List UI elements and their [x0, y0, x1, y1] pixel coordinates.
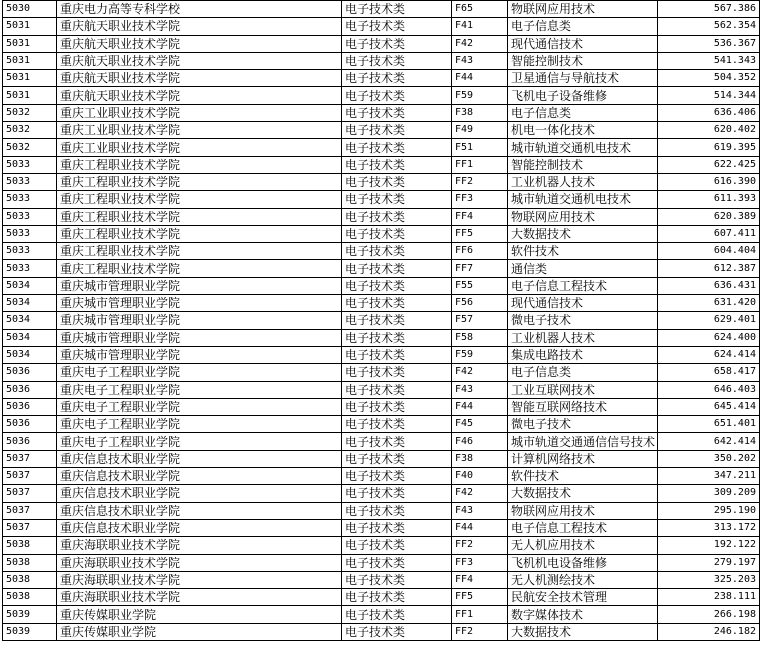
major-code-cell: F42	[452, 364, 508, 381]
category-cell: 电子技术类	[342, 364, 452, 381]
table-row	[3, 87, 760, 104]
table-row	[3, 312, 760, 329]
school-code-cell: 5033	[3, 156, 57, 173]
major-name-cell: 无人机应用技术	[508, 537, 658, 554]
school-code-cell: 5036	[3, 381, 57, 398]
major-name-cell: 飞机电子设备维修	[508, 87, 658, 104]
table-row	[3, 260, 760, 277]
major-code-cell: F44	[452, 398, 508, 415]
table-row	[3, 433, 760, 450]
school-name-cell: 重庆城市管理职业学院	[57, 346, 342, 363]
table-row	[3, 35, 760, 52]
major-code-cell: F45	[452, 416, 508, 433]
major-name-cell: 微电子技术	[508, 312, 658, 329]
score-cell: 562.354	[658, 18, 760, 35]
school-name-cell: 重庆信息技术职业学院	[57, 485, 342, 502]
table-row	[3, 554, 760, 571]
table-row	[3, 277, 760, 294]
school-code-cell: 5037	[3, 519, 57, 536]
table-row	[3, 381, 760, 398]
school-name-cell: 重庆航天职业技术学院	[57, 52, 342, 69]
score-cell: 642.414	[658, 433, 760, 450]
school-code-cell: 5037	[3, 502, 57, 519]
table-row	[3, 450, 760, 467]
school-name-cell: 重庆航天职业技术学院	[57, 35, 342, 52]
school-name-cell: 重庆航天职业技术学院	[57, 18, 342, 35]
table-row	[3, 208, 760, 225]
score-cell: 313.172	[658, 519, 760, 536]
school-name-cell: 重庆工程职业技术学院	[57, 243, 342, 260]
major-name-cell: 工业互联网技术	[508, 381, 658, 398]
table-row	[3, 398, 760, 415]
table-row	[3, 139, 760, 156]
category-cell: 电子技术类	[342, 208, 452, 225]
school-name-cell: 重庆工业职业技术学院	[57, 104, 342, 121]
school-code-cell: 5038	[3, 571, 57, 588]
score-cell: 279.197	[658, 554, 760, 571]
school-name-cell: 重庆传媒职业学院	[57, 623, 342, 640]
table-row	[3, 606, 760, 623]
major-code-cell: F38	[452, 450, 508, 467]
category-cell: 电子技术类	[342, 312, 452, 329]
major-name-cell: 大数据技术	[508, 225, 658, 242]
major-name-cell: 智能互联网络技术	[508, 398, 658, 415]
score-cell: 645.414	[658, 398, 760, 415]
score-cell: 536.367	[658, 35, 760, 52]
category-cell: 电子技术类	[342, 191, 452, 208]
category-cell: 电子技术类	[342, 485, 452, 502]
school-name-cell: 重庆电力高等专科学校	[57, 1, 342, 18]
school-code-cell: 5034	[3, 329, 57, 346]
table-row	[3, 243, 760, 260]
category-cell: 电子技术类	[342, 502, 452, 519]
major-code-cell: F51	[452, 139, 508, 156]
major-code-cell: F42	[452, 485, 508, 502]
school-code-cell: 5031	[3, 35, 57, 52]
score-cell: 607.411	[658, 225, 760, 242]
school-code-cell: 5031	[3, 87, 57, 104]
school-name-cell: 重庆工程职业技术学院	[57, 156, 342, 173]
school-name-cell: 重庆城市管理职业学院	[57, 295, 342, 312]
category-cell: 电子技术类	[342, 104, 452, 121]
score-cell: 266.198	[658, 606, 760, 623]
school-code-cell: 5033	[3, 243, 57, 260]
score-cell: 541.343	[658, 52, 760, 69]
school-code-cell: 5033	[3, 191, 57, 208]
school-name-cell: 重庆城市管理职业学院	[57, 277, 342, 294]
table-body	[3, 1, 760, 641]
table-row	[3, 571, 760, 588]
score-cell: 567.386	[658, 1, 760, 18]
major-name-cell: 城市轨道交通机电技术	[508, 191, 658, 208]
table-row	[3, 70, 760, 87]
major-code-cell: F43	[452, 381, 508, 398]
major-code-cell: F43	[452, 52, 508, 69]
major-name-cell: 电子信息类	[508, 104, 658, 121]
school-name-cell: 重庆工程职业技术学院	[57, 191, 342, 208]
major-name-cell: 微电子技术	[508, 416, 658, 433]
major-code-cell: F46	[452, 433, 508, 450]
major-name-cell: 机电一体化技术	[508, 122, 658, 139]
table-row	[3, 295, 760, 312]
major-name-cell: 卫星通信与导航技术	[508, 70, 658, 87]
major-code-cell: F44	[452, 70, 508, 87]
major-name-cell: 计算机网络技术	[508, 450, 658, 467]
score-cell: 325.203	[658, 571, 760, 588]
table-row	[3, 537, 760, 554]
category-cell: 电子技术类	[342, 18, 452, 35]
major-code-cell: F38	[452, 104, 508, 121]
score-cell: 658.417	[658, 364, 760, 381]
category-cell: 电子技术类	[342, 243, 452, 260]
score-cell: 651.401	[658, 416, 760, 433]
category-cell: 电子技术类	[342, 122, 452, 139]
major-name-cell: 智能控制技术	[508, 52, 658, 69]
score-cell: 295.190	[658, 502, 760, 519]
school-code-cell: 5034	[3, 346, 57, 363]
category-cell: 电子技术类	[342, 87, 452, 104]
table-row	[3, 191, 760, 208]
table-row	[3, 225, 760, 242]
school-name-cell: 重庆城市管理职业学院	[57, 329, 342, 346]
score-cell: 636.431	[658, 277, 760, 294]
score-cell: 238.111	[658, 589, 760, 606]
table-row	[3, 122, 760, 139]
school-code-cell: 5031	[3, 52, 57, 69]
school-name-cell: 重庆城市管理职业学院	[57, 312, 342, 329]
admission-score-table	[2, 0, 760, 641]
school-name-cell: 重庆电子工程职业学院	[57, 364, 342, 381]
major-name-cell: 现代通信技术	[508, 295, 658, 312]
school-code-cell: 5032	[3, 139, 57, 156]
school-name-cell: 重庆电子工程职业学院	[57, 433, 342, 450]
score-cell: 629.401	[658, 312, 760, 329]
category-cell: 电子技术类	[342, 537, 452, 554]
table-row	[3, 52, 760, 69]
major-name-cell: 大数据技术	[508, 485, 658, 502]
major-code-cell: FF7	[452, 260, 508, 277]
category-cell: 电子技术类	[342, 52, 452, 69]
major-code-cell: FF2	[452, 623, 508, 640]
major-name-cell: 城市轨道交通机电技术	[508, 139, 658, 156]
major-code-cell: F40	[452, 468, 508, 485]
major-code-cell: FF1	[452, 156, 508, 173]
major-name-cell: 软件技术	[508, 468, 658, 485]
major-code-cell: FF2	[452, 173, 508, 190]
school-code-cell: 5033	[3, 225, 57, 242]
score-cell: 620.389	[658, 208, 760, 225]
score-cell: 347.211	[658, 468, 760, 485]
major-name-cell: 数字媒体技术	[508, 606, 658, 623]
score-cell: 624.400	[658, 329, 760, 346]
school-code-cell: 5036	[3, 398, 57, 415]
major-code-cell: FF3	[452, 554, 508, 571]
category-cell: 电子技术类	[342, 589, 452, 606]
major-code-cell: F41	[452, 18, 508, 35]
school-name-cell: 重庆信息技术职业学院	[57, 502, 342, 519]
score-cell: 622.425	[658, 156, 760, 173]
major-name-cell: 电子信息工程技术	[508, 277, 658, 294]
category-cell: 电子技术类	[342, 416, 452, 433]
school-code-cell: 5038	[3, 554, 57, 571]
major-code-cell: F49	[452, 122, 508, 139]
major-code-cell: FF5	[452, 589, 508, 606]
score-cell: 309.209	[658, 485, 760, 502]
category-cell: 电子技术类	[342, 606, 452, 623]
score-cell: 514.344	[658, 87, 760, 104]
major-name-cell: 物联网应用技术	[508, 208, 658, 225]
school-code-cell: 5039	[3, 606, 57, 623]
score-cell: 646.403	[658, 381, 760, 398]
school-code-cell: 5036	[3, 364, 57, 381]
school-code-cell: 5034	[3, 312, 57, 329]
major-name-cell: 工业机器人技术	[508, 173, 658, 190]
category-cell: 电子技术类	[342, 173, 452, 190]
score-cell: 624.414	[658, 346, 760, 363]
school-code-cell: 5033	[3, 260, 57, 277]
major-name-cell: 电子信息类	[508, 18, 658, 35]
major-name-cell: 集成电路技术	[508, 346, 658, 363]
category-cell: 电子技术类	[342, 139, 452, 156]
table-row	[3, 364, 760, 381]
school-name-cell: 重庆电子工程职业学院	[57, 398, 342, 415]
score-cell: 246.182	[658, 623, 760, 640]
school-name-cell: 重庆信息技术职业学院	[57, 450, 342, 467]
category-cell: 电子技术类	[342, 225, 452, 242]
score-cell: 636.406	[658, 104, 760, 121]
school-name-cell: 重庆海联职业技术学院	[57, 537, 342, 554]
major-code-cell: FF4	[452, 208, 508, 225]
category-cell: 电子技术类	[342, 329, 452, 346]
table-row	[3, 468, 760, 485]
school-code-cell: 5033	[3, 208, 57, 225]
school-name-cell: 重庆工业职业技术学院	[57, 139, 342, 156]
school-code-cell: 5032	[3, 122, 57, 139]
category-cell: 电子技术类	[342, 1, 452, 18]
school-name-cell: 重庆海联职业技术学院	[57, 589, 342, 606]
score-cell: 350.202	[658, 450, 760, 467]
major-code-cell: FF4	[452, 571, 508, 588]
score-cell: 611.393	[658, 191, 760, 208]
major-name-cell: 软件技术	[508, 243, 658, 260]
major-code-cell: FF2	[452, 537, 508, 554]
table-row	[3, 485, 760, 502]
category-cell: 电子技术类	[342, 277, 452, 294]
major-code-cell: FF1	[452, 606, 508, 623]
school-name-cell: 重庆工程职业技术学院	[57, 260, 342, 277]
school-code-cell: 5038	[3, 589, 57, 606]
major-name-cell: 飞机机电设备维修	[508, 554, 658, 571]
school-name-cell: 重庆传媒职业学院	[57, 606, 342, 623]
category-cell: 电子技术类	[342, 346, 452, 363]
school-code-cell: 5039	[3, 623, 57, 640]
major-name-cell: 现代通信技术	[508, 35, 658, 52]
major-name-cell: 物联网应用技术	[508, 502, 658, 519]
major-name-cell: 物联网应用技术	[508, 1, 658, 18]
major-code-cell: F58	[452, 329, 508, 346]
table-row	[3, 18, 760, 35]
category-cell: 电子技术类	[342, 450, 452, 467]
table-row	[3, 589, 760, 606]
school-code-cell: 5030	[3, 1, 57, 18]
school-name-cell: 重庆航天职业技术学院	[57, 87, 342, 104]
major-name-cell: 电子信息类	[508, 364, 658, 381]
school-name-cell: 重庆电子工程职业学院	[57, 381, 342, 398]
school-name-cell: 重庆工程职业技术学院	[57, 173, 342, 190]
table-row	[3, 173, 760, 190]
category-cell: 电子技术类	[342, 156, 452, 173]
major-name-cell: 工业机器人技术	[508, 329, 658, 346]
major-name-cell: 城市轨道交通通信信号技术	[508, 433, 658, 450]
table-row	[3, 104, 760, 121]
major-code-cell: F55	[452, 277, 508, 294]
score-cell: 631.420	[658, 295, 760, 312]
category-cell: 电子技术类	[342, 295, 452, 312]
school-name-cell: 重庆海联职业技术学院	[57, 554, 342, 571]
category-cell: 电子技术类	[342, 468, 452, 485]
table-row	[3, 156, 760, 173]
major-name-cell: 智能控制技术	[508, 156, 658, 173]
score-cell: 619.395	[658, 139, 760, 156]
major-code-cell: FF5	[452, 225, 508, 242]
major-name-cell: 无人机测绘技术	[508, 571, 658, 588]
category-cell: 电子技术类	[342, 260, 452, 277]
major-code-cell: F65	[452, 1, 508, 18]
score-cell: 620.402	[658, 122, 760, 139]
category-cell: 电子技术类	[342, 623, 452, 640]
school-name-cell: 重庆工程职业技术学院	[57, 225, 342, 242]
category-cell: 电子技术类	[342, 70, 452, 87]
school-code-cell: 5034	[3, 295, 57, 312]
table-row	[3, 519, 760, 536]
major-name-cell: 民航安全技术管理	[508, 589, 658, 606]
score-cell: 604.404	[658, 243, 760, 260]
school-code-cell: 5037	[3, 485, 57, 502]
category-cell: 电子技术类	[342, 381, 452, 398]
table-row	[3, 416, 760, 433]
school-code-cell: 5033	[3, 173, 57, 190]
major-code-cell: F56	[452, 295, 508, 312]
score-cell: 616.390	[658, 173, 760, 190]
school-name-cell: 重庆信息技术职业学院	[57, 468, 342, 485]
major-name-cell: 通信类	[508, 260, 658, 277]
school-code-cell: 5036	[3, 433, 57, 450]
category-cell: 电子技术类	[342, 519, 452, 536]
score-cell: 612.387	[658, 260, 760, 277]
major-code-cell: FF3	[452, 191, 508, 208]
category-cell: 电子技术类	[342, 554, 452, 571]
major-code-cell: F57	[452, 312, 508, 329]
category-cell: 电子技术类	[342, 35, 452, 52]
category-cell: 电子技术类	[342, 398, 452, 415]
school-code-cell: 5037	[3, 450, 57, 467]
major-name-cell: 大数据技术	[508, 623, 658, 640]
school-name-cell: 重庆海联职业技术学院	[57, 571, 342, 588]
school-name-cell: 重庆信息技术职业学院	[57, 519, 342, 536]
score-cell: 192.122	[658, 537, 760, 554]
school-code-cell: 5031	[3, 18, 57, 35]
school-code-cell: 5034	[3, 277, 57, 294]
category-cell: 电子技术类	[342, 571, 452, 588]
major-code-cell: F44	[452, 519, 508, 536]
school-code-cell: 5031	[3, 70, 57, 87]
school-code-cell: 5038	[3, 537, 57, 554]
school-name-cell: 重庆工业职业技术学院	[57, 122, 342, 139]
table-row	[3, 623, 760, 640]
school-name-cell: 重庆工程职业技术学院	[57, 208, 342, 225]
school-name-cell: 重庆航天职业技术学院	[57, 70, 342, 87]
school-code-cell: 5032	[3, 104, 57, 121]
table-row	[3, 329, 760, 346]
score-cell: 504.352	[658, 70, 760, 87]
major-code-cell: F42	[452, 35, 508, 52]
school-name-cell: 重庆电子工程职业学院	[57, 416, 342, 433]
table-row	[3, 502, 760, 519]
school-code-cell: 5036	[3, 416, 57, 433]
major-code-cell: F59	[452, 87, 508, 104]
major-code-cell: F43	[452, 502, 508, 519]
table-row	[3, 1, 760, 18]
major-code-cell: FF6	[452, 243, 508, 260]
major-code-cell: F59	[452, 346, 508, 363]
category-cell: 电子技术类	[342, 433, 452, 450]
school-code-cell: 5037	[3, 468, 57, 485]
major-name-cell: 电子信息工程技术	[508, 519, 658, 536]
table-row	[3, 346, 760, 363]
